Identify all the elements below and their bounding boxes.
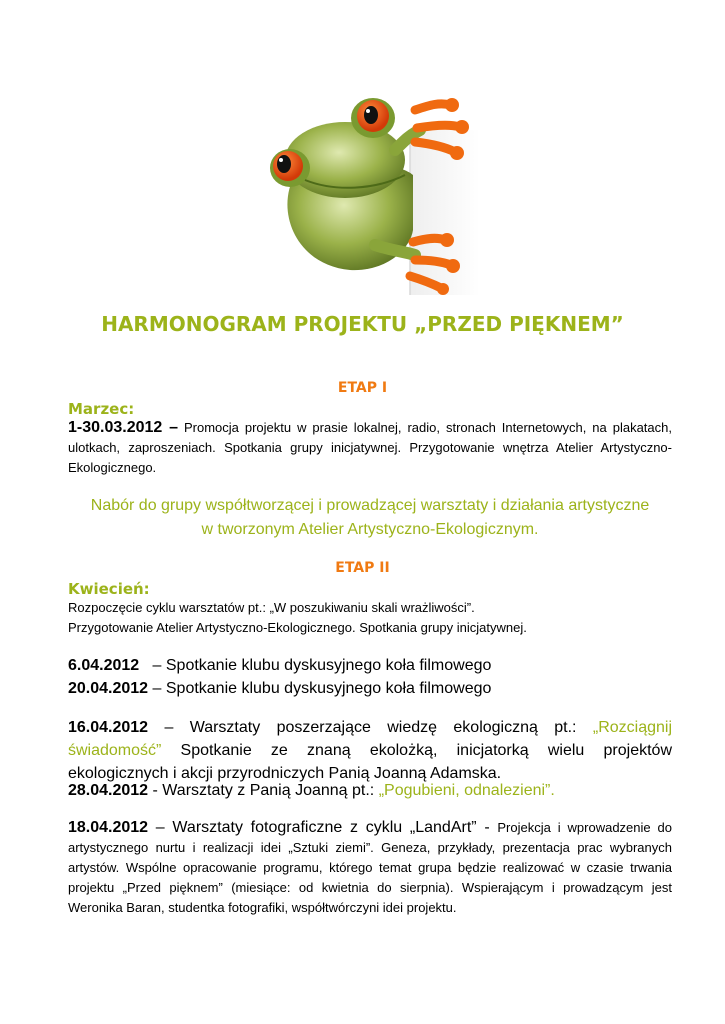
frog-image (255, 80, 485, 295)
etap1-text: Promocja projektu w prasie lokalnej, radio, stronach Internetowych, na plakatach, ulotkach, zaproszeniach. Spotkania grupy inicjatywnej. Przygotowanie wnętrza Atelier Artystyczno-Ekologicznego. (68, 420, 672, 475)
etap1-notice (68, 494, 672, 542)
event-title: „Pogubieni, odnalezieni”. (378, 782, 555, 799)
etap1-heading (0, 380, 725, 396)
event-text: – Warsztaty poszerzające wiedzę ekologiczną pt.: (148, 719, 593, 736)
etap2-intro-line2: Przygotowanie Atelier Artystyczno-Ekologicznego. Spotkania grupy inicjatywnej. (68, 620, 527, 635)
etap2-intro-line1: Rozpoczęcie cyklu warsztatów pt.: „W poszukiwaniu skali wrażliwości”. (68, 600, 475, 615)
event-text: - Warsztaty z Panią Joanną pt.: (148, 782, 379, 799)
etap1-month-text: Marzec: (68, 400, 135, 418)
event-date: 6.04.2012 (68, 657, 140, 674)
event-text: Spotkanie ze znaną ekolożką, inicjatorką wielu projektów ekologicznych i akcji przyrodniczych Panią Joanną Adamska. (68, 742, 672, 782)
etap2-event-28-04 (68, 779, 672, 802)
frog-illustration (255, 80, 485, 295)
page-title-text: HARMONOGRAM PROJEKTU „PRZED PIĘKNEM” (101, 312, 624, 336)
etap1-paragraph (68, 418, 672, 478)
page-title (0, 312, 725, 336)
event-text: – Spotkanie klubu dyskusyjnego koła filmowego (139, 657, 492, 674)
etap1-notice-line1: Nabór do grupy współtworzącej i prowadzącej warsztaty i działania artystyczne (90, 497, 650, 514)
event-date: 18.04.2012 (68, 819, 149, 836)
etap2-event-16-04 (68, 716, 672, 785)
etap2-event-18-04 (68, 818, 672, 918)
event-text: – Spotkanie klubu dyskusyjnego koła filmowego (148, 680, 492, 697)
event-row (68, 654, 672, 677)
event-date: 28.04.2012 (68, 782, 149, 799)
etap1-heading-text: ETAP I (337, 380, 388, 396)
event-title: „Rozciągnij świadomość” (68, 719, 672, 759)
etap2-month (68, 580, 150, 598)
event-lead: – Warsztaty fotograficzne z cyklu „LandArt” - (148, 819, 498, 836)
etap2-heading (0, 560, 725, 576)
etap2-intro (68, 598, 672, 638)
etap2-month-text: Kwiecień: (68, 580, 150, 598)
event-date: 20.04.2012 (68, 680, 149, 697)
etap1-month (68, 400, 134, 418)
event-text: Projekcja i wprowadzenie do artystycznego nurtu i realizacji idei „Sztuki ziemi”. Geneza, przykłady, prezentacja prac wybranych artystów. Wspólne opracowanie programu, którego temat grupa będzie realizować w czasie trwania projektu „Przed pięknem” (miesiące: od kwietnia do sierpnia). Wspierającym i prowadzącym jest Weronika Baran, studentka fotografiki, współtwórczyni idei projektu. (68, 820, 672, 915)
etap2-heading-text: ETAP II (335, 560, 390, 576)
event-date: 16.04.2012 (68, 719, 149, 736)
etap1-notice-line2: w tworzonym Atelier Artystyczno-Ekologicznym. (201, 521, 539, 538)
etap2-events-list (68, 654, 672, 700)
etap1-date: 1-30.03.2012 – (68, 419, 179, 436)
event-row (68, 677, 672, 700)
